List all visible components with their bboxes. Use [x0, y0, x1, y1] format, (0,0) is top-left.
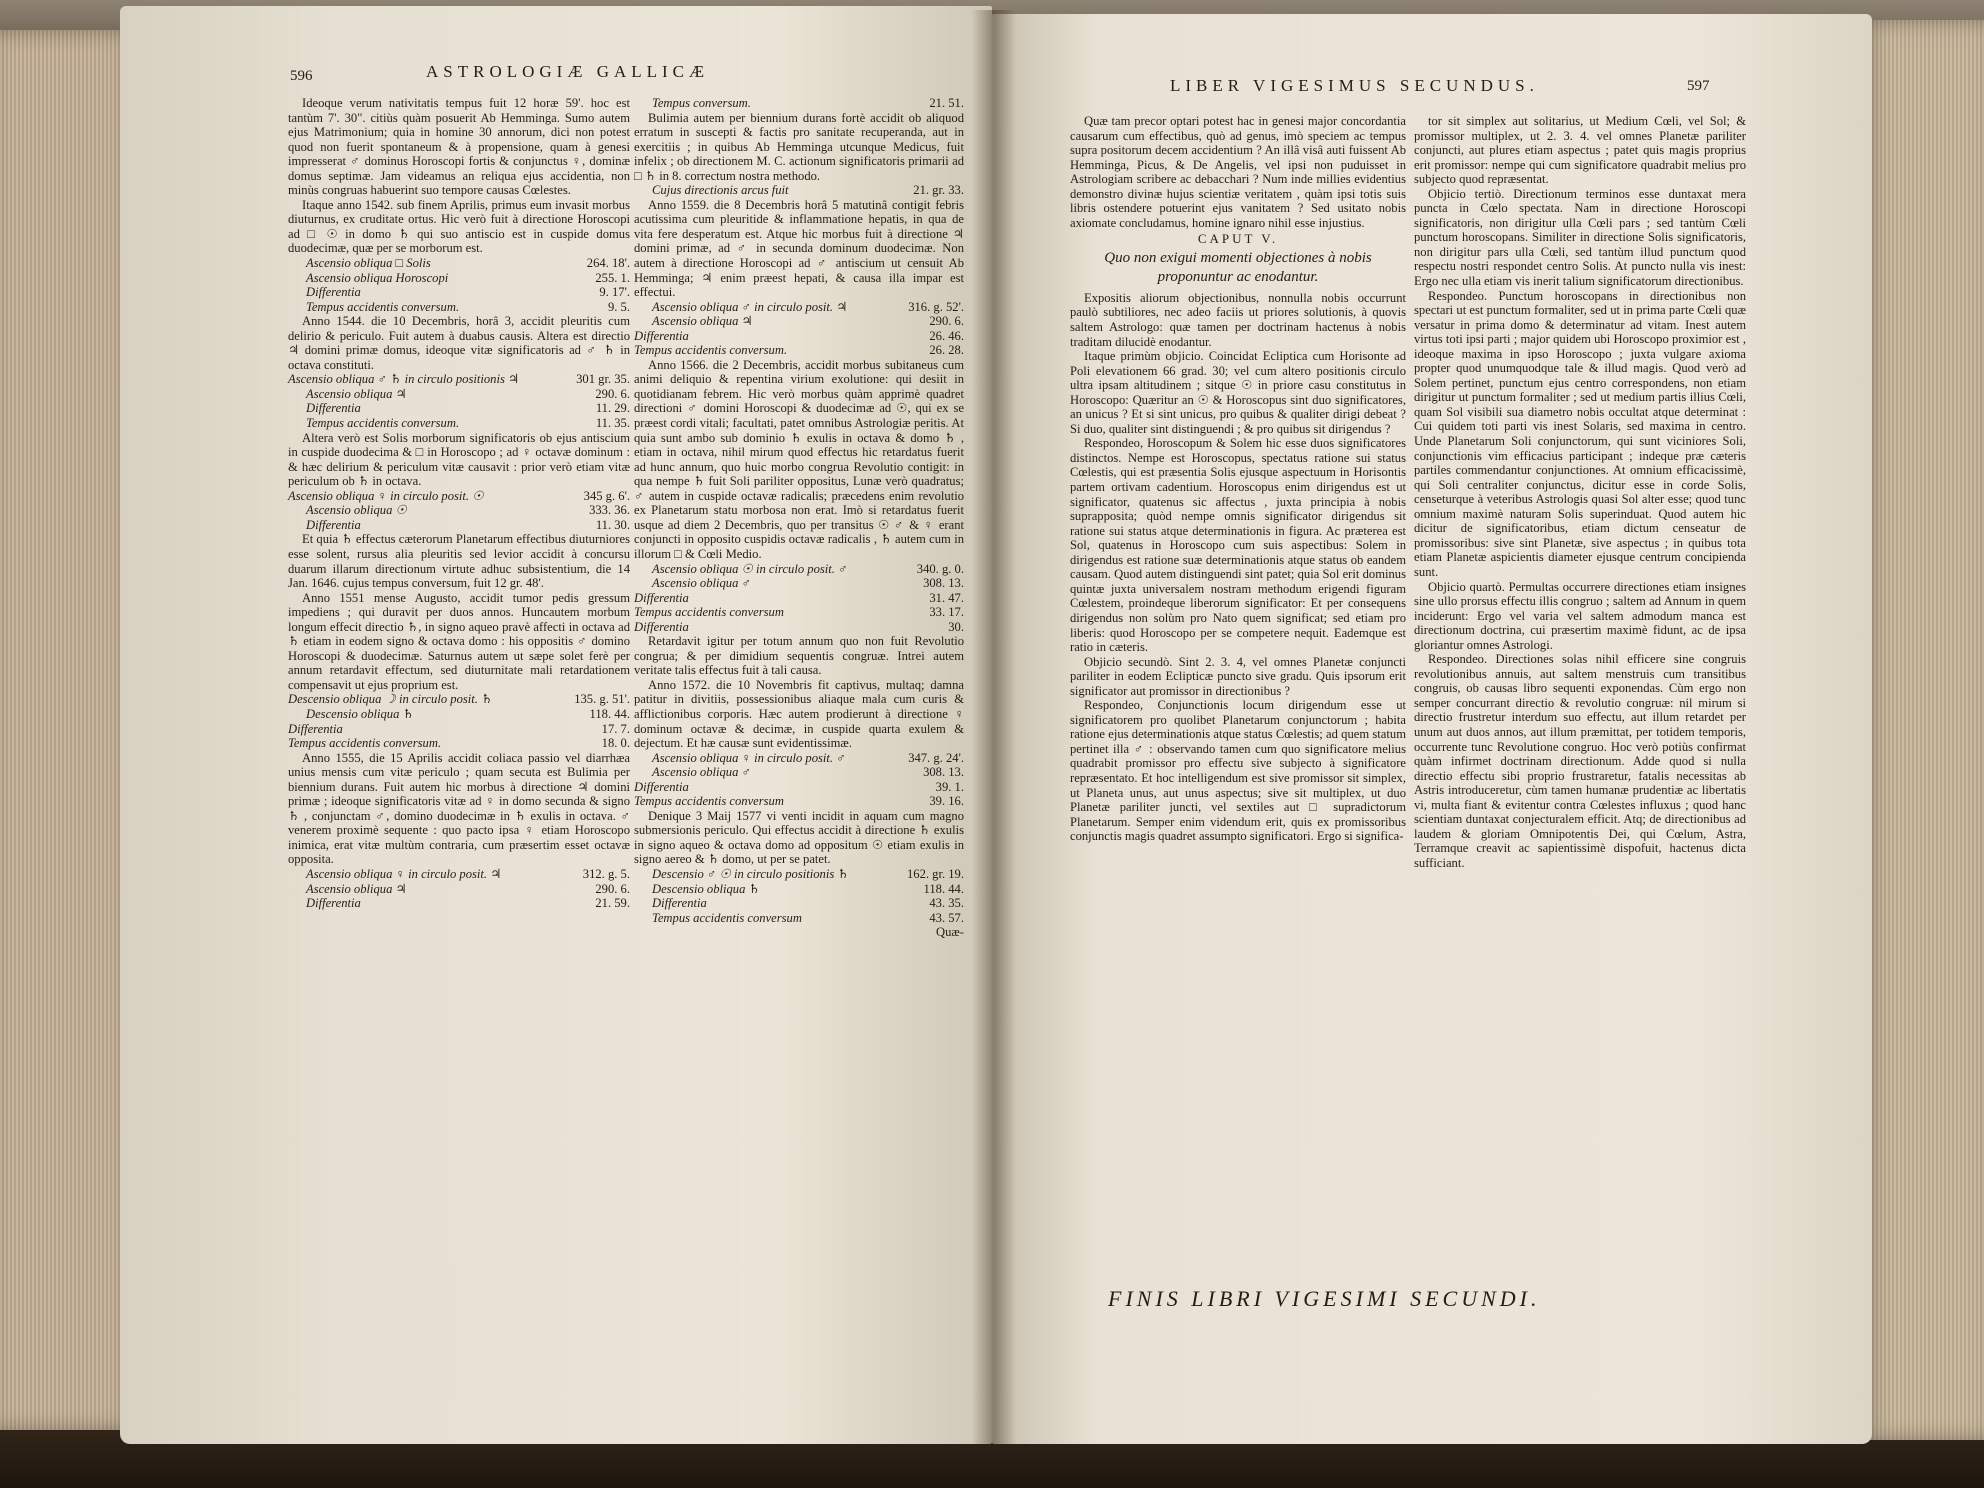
table-label: Ascensio obliqua ☉ — [306, 503, 407, 518]
table-row — [288, 692, 630, 707]
table-value: 255. 1. — [595, 270, 630, 285]
running-head-right: LIBER VIGESIMUS SECUNDUS. — [1170, 76, 1539, 95]
table-value: 264. 18'. — [586, 256, 630, 271]
table-value: 333. 36. — [589, 503, 630, 518]
table-label: Differentia — [306, 896, 361, 911]
table-row — [288, 489, 630, 504]
table-value: 18. 0. — [601, 736, 630, 751]
table-value: 21. 51. — [929, 96, 964, 110]
paragraph: Itaque anno 1542. sub finem Aprilis, primus eum invasit morbus diuturnus, ex cruditate ortus. Hic verò fuit à directione Horoscopi ad □ ☉ in domo ♄ qui suo antiscio est in cuspide domus duodecimæ, quæ per se morborum est. — [288, 197, 630, 256]
table-row — [288, 882, 630, 897]
table-value: 26. 46. — [929, 328, 964, 343]
table-value: 21. 59. — [595, 896, 630, 911]
table-value: 340. g. 0. — [916, 561, 964, 576]
table-value: 308. 13. — [923, 765, 964, 780]
table-label: Differentia — [634, 779, 689, 794]
paragraph: Anno 1555, die 15 Aprilis accidit coliaca passio vel diarrhæa unius mensis cum vitæ periculo ; quam secuta est Bulimia per biennium durans. Fuit autem hic morbus à directione ♃ domini primæ ; ideoque significatoris vitæ ad ♀ in domo secunda & signo ♄ , conjunctam ♂, domino duodecimæ in ♄ exulis in octava. ♂ venerem proximè sequente : quo pacto ipsa ♀ etiam Horoscopo inimica, erat vitæ multùm contraria, cum præsertim esset octavæ opposita. — [288, 750, 630, 867]
paragraph: Bulimia autem per biennium durans fortè accidit ob aliquod erratum in suscepti & factis pro sanitate recuperanda, aut in exercitiis ; in quibus Ab Hemminga utcunque Medicus, fuit infelix ; ob directionem M. C. actionum significatoris primarii ad □ ♄ in 8. correctum nostra methodo. — [634, 110, 964, 183]
table-label: Ascensio obliqua Horoscopi — [306, 270, 449, 285]
table-row — [634, 794, 964, 809]
table-label: Tempus accidentis conversum. — [306, 299, 460, 314]
book-edge-right — [1860, 20, 1984, 1440]
chapter-subtitle: Quo non exigui momenti objectiones à nobis proponuntur ac enodantur. — [1104, 249, 1372, 285]
table-row — [634, 314, 964, 329]
table-row — [634, 620, 964, 635]
table-label: Tempus accidentis conversum — [634, 605, 784, 620]
table-label: Ascensio obliqua □ Solis — [306, 256, 431, 271]
paragraph: Anno 1544. die 10 Decembris, horâ 3, accidit pleuritis cum delirio & periculo. Fuit autem à duabus causis. Altera est directio ♃ domini primæ domus, ideoque vitæ significatoris ad ♂ ♄ in octava constituti. — [288, 314, 630, 372]
table-row — [634, 780, 964, 795]
paragraph: Objicio secundò. Sint 2. 3. 4, vel omnes Planetæ conjuncti pariliter in eodem Eclipticæ puncto sive gradu. Quis ipsorum erit significator aut promissor in directionibus ? — [1070, 654, 1406, 698]
table-label: Ascensio obliqua ☉ in circulo posit. ♂ — [652, 561, 848, 576]
table-row — [288, 285, 630, 300]
table-row — [634, 925, 964, 940]
table-row — [288, 503, 630, 518]
table-label: Descensio ♂ ☉ in circulo positionis ♄ — [652, 866, 849, 881]
right-page — [992, 14, 1872, 1444]
table-value: 290. 6. — [595, 881, 630, 896]
table-label: Differentia — [634, 590, 689, 605]
table-row — [634, 576, 964, 591]
table-value: 347. g. 24'. — [908, 750, 964, 765]
table-value: 33. 17. — [929, 605, 964, 620]
table-value: 345 g. 6'. — [583, 488, 630, 503]
table-value: 31. 47. — [929, 590, 964, 605]
paragraph: Objicio quartò. Permultas occurrere directiones etiam insignes sine ullo prorsus effectu illis congruo ; saltem ad Annum in quem inciderunt: Ergo vel varia vel saltem admodum manca est directionum doctrina, cui præsertim maximè fidunt, ac de ipsa gloriantur omnes Astrologi. — [1414, 579, 1746, 652]
table-value: 316. g. 52'. — [908, 299, 964, 314]
table-label: Ascensio obliqua ♂ in circulo posit. ♃ — [652, 299, 848, 314]
paragraph: Altera verò est Solis morborum significatoris ob ejus antiscium in cuspide duodecima & □ in Horoscopo ; ad ♀ octavæ dominum : & hæc delirium & periculum vitæ causavit : prior verò etiam vitæ periculum ob ♄ in octava. — [288, 430, 630, 489]
right-page-column-2 — [1414, 114, 1746, 870]
paragraph: tor sit simplex aut solitarius, ut Medium Cœli, vel Sol; & promissor multiplex, ut 2. 3. 4. vel omnes Planetæ pariliter conjuncti, aut plures etiam aspectus ; patet quis magis proprius erit promissor: nempe qui cum significatore quadrabit melius pro subjecto quod repræsentat. — [1414, 114, 1746, 187]
table-label: Differentia — [634, 619, 689, 634]
table-label: Ascensio obliqua ♂ — [652, 765, 751, 780]
table-row — [288, 722, 630, 737]
paragraph: Ideoque verum nativitatis tempus fuit 12 horæ 59'. hoc est tantùm 7'. 30". citiùs quàm posuerit Ab Hemminga. Sumo autem ejus Matrimonium; quia in homine 30 annorum, dici non potest quod non fuerit spontaneum & à propensione, quam à genesi impresserat ♂ dominus Horoscopi fortis & conjunctus ♀, dominæ domus septimæ. Jam videamus an reliqua ejus accidentia, non minùs congruas habuerint suo tempore causas Cœlestes. — [288, 96, 630, 198]
table-label: Ascensio obliqua ♀ in circulo posit. ♃ — [306, 866, 502, 881]
table-label: Descensio obliqua ♄ — [306, 706, 414, 721]
table-value: 162. gr. 19. — [906, 866, 964, 881]
table-row — [634, 96, 964, 111]
table-value: 9. 17'. — [599, 285, 630, 300]
table-value: 43. 57. — [929, 910, 964, 925]
table-value: 39. 1. — [935, 779, 964, 794]
table-row — [634, 562, 964, 577]
table-label: Differentia — [652, 896, 707, 911]
table-label: Differentia — [634, 328, 689, 343]
paragraph: Anno 1566. die 2 Decembris, accidit morbus subitaneus cum animi deliquio & repentina virium exolutione: qui desiit in quotidianam febrem. Hic verò morbus quàm apprimè quadret directioni ♂ domini Horoscopi & duodecimæ ad ☉, qui ex se præest cordi vitali; facultati, patet omnibus Astrologiæ peritis. At quia sunt ambo sub dominio ♄ exulis in octava & domo ♄ , etiam in octava, nihil mirum quod effectus hic retardatus fuerit ad hunc annum, quo huic morbo congrua Revolutio contigit: in qua nempe ♄ fuit Soli pariliter oppositus, Lunæ verò quadratus; ♂ autem in cuspide octavæ radicalis; præcedens enim revolutio ex Planetarum statu morbosa non erat. Imò si retardatus fuerit usque ad diem 2 Decembris, quo per transitus ☉ ♂ & ♀ erant conjuncti in opposito cuspidis octavæ radicalis , ♄ autem cum in illorum □ & Cœli Medio. — [634, 357, 964, 561]
table-label: Tempus accidentis conversum. — [306, 416, 460, 431]
table-value: 17. 7. — [601, 721, 630, 736]
table-row — [288, 416, 630, 431]
paragraph: Objicio tertiò. Directionum terminos esse duntaxat mera puncta in Cœlo spectata. Nam in directione Horoscopi significatoris, non dirigitur ulla Cœli pars ; sed tantùm Cœli punctum horoscopans. Similiter in directione Solis significatoris, non dirigitur pars ulla Cœli, sed tantùm illud punctum quod respectu nostri respondet centro Solis. At puncto nulla vis inest: Ergo nec ulla etiam vis inerit talium significatorum directionibus. — [1414, 186, 1746, 289]
table-value: 21. gr. 33. — [913, 183, 964, 198]
table-row — [634, 605, 964, 620]
table-row — [288, 300, 630, 315]
paragraph: Anno 1559. die 8 Decembris horâ 5 matutinâ contigit febris acutissima cum pleuritide & inflammatione hepatis, in qua de vita fere desperatum est. Atque hic morbus fuit à directione ♃ domini primæ, ad ♂ in secunda dominum duodecimæ. Non autem à directione Horoscopi ad ♂ antiscium ut censuit Ab Hemminga; ♃ enim præest hepati, & causa illa impar est effectui. — [634, 197, 964, 300]
table-value: 9. 5. — [607, 299, 630, 314]
table-row — [288, 256, 630, 271]
table-row — [288, 518, 630, 533]
table-value: 39. 16. — [929, 794, 964, 809]
left-page-column-2 — [634, 96, 964, 940]
table-value: 11. 29. — [595, 401, 630, 416]
paragraph: Anno 1572. die 10 Novembris fit captivus, multaq; damna patitur in divitiis, possessionibus aliaque mala cum curis & afflictionibus corporis. Hæc autem prodierunt à directione ♀ dominum octavæ & decimæ, in cuspide quarta exulem & dejectum. Et hæ causæ sunt evidentissimæ. — [634, 677, 964, 751]
table-value: 30. — [948, 619, 964, 634]
book-edge-left — [0, 30, 140, 1430]
table-row — [288, 271, 630, 286]
table-row — [288, 372, 630, 387]
chapter-heading: CAPUT V. — [1197, 231, 1279, 247]
table-row — [288, 867, 630, 882]
table-row — [634, 329, 964, 344]
paragraph: Itaque primùm objicio. Coincidat Ecliptica cum Horisonte ad Poli elevationem 66 grad. 30; vel cum altero positionis circulo ultra ipsam altitudinem ; sitque ☉ in priore casu constitutus in Horoscopo: Quæritur an ☉ & Horoscopus sint duo significatores, an unicus ? Et si sint unicus, pro quibus & qualiter dirigi debeat ? Si duo, qualiter sint distinguendi ; & pro quibus sit dirigendus ? — [1070, 349, 1406, 436]
paragraph: Respondeo. Punctum horoscopans in directionibus non spectari ut est punctum formaliter, sed ut in prima parte Cœli quæ versatur in prima domo & determinatur ad vitam. Inest autem virtus toti ipsi parti ; major quidem ubi Horoscopo proximior est , ideoque maxima in ipso Horoscopo ; juxta vulgare axioma propter quod unumquodque tale & illud magis. Quod verò ad Solem pertinet, punctum ejus centro correspondens, non etiam dirigitur ut punctum formaliter ; sed ut medium partis illius Cœli, quam Sol visibili sua diametro nobis occultat atque determinat : Cui quidem toti parti vis inest Solaris, sed maxima in centro. Unde Planetarum Soli conjunctorum, qui sunt viciniores Soli, conjunctionis vim efficacius participant ; indeque præ cæteris partiles commendantur conjunctiones. At omnium efficacissimè, qui Soli centraliter conjunctus, dicitur esse in corde Solis, censeturque à veteribus Astrologis quasi Sol alter esse; quod tunc omnium maximè naturam Solis superinduat. Quod autem hic dicitur de significatoribus, etiam dictum censeatur de promissoribus: sive sint Planetæ, sive aspectus ; in quibus tota etiam Planetæ aspicientis diameter ejusque centrum concipienda sunt. — [1414, 288, 1746, 579]
paragraph: Et quia ♄ effectus cæterorum Planetarum effectibus diuturniores esse solent, rursus alia pleuritis sed levior accidit à concursu duarum illarum directionum virtute adhuc subsistentium, die 14 Jan. 1646. cujus tempus conversum, fuit 12 gr. 48'. — [288, 532, 630, 591]
table-value: Quæ- — [936, 925, 964, 940]
table-label: Differentia — [306, 285, 361, 300]
table-label: Ascensio obliqua ♃ — [652, 314, 753, 329]
table-label: Differentia — [306, 401, 361, 416]
table-label: Tempus accidentis conversum — [634, 794, 784, 809]
paragraph: Respondeo, Horoscopum & Solem hic esse duos significatores distinctos. Nempe est Horoscopus, spectatus ratione sui status Cœlestis, qui est præsentia Solis ejusque aspectuum in Horisontis partem ortivam cadentium. Horoscopus enim dirigendus est ut significator, quatenus sic affectus , juxta principia à nobis suprapposita; quòd nempe omnis significator dirigendus sit ratione sui status atque determinationis in figura. Ac præterea est Sol, quatenus in Horoscopo cum suis aspectibus: Solem in dirigendus est ratione suæ determinationis atque status ob eandem causam. Quod autem distinguendi sint patet; quia Sol erit dominus quintæ juxta universalem nostram methodum erigendi figuram Cœlestem, proindeque liberorum significator: Et per consequens dirigendus non solùm pro Nato quem significat; sed etiam pro liberis: quod Horoscopo per se competere nequit. Eademque est ratio in cæteris. — [1070, 436, 1406, 655]
right-page-column-1 — [1070, 114, 1406, 844]
table-label: Ascensio obliqua ♃ — [306, 386, 407, 401]
table-value: 118. 44. — [923, 881, 964, 896]
table-row — [288, 896, 630, 911]
table-label: Differentia — [288, 721, 343, 736]
table-row — [634, 882, 964, 897]
table-row — [634, 911, 964, 926]
table-row — [634, 300, 964, 315]
paragraph: Anno 1551 mense Augusto, accidit tumor pedis gressum impediens ; qui duravit per duos annos. Huncautem morbum longum effecit directio ♄, in signo aqueo pravè affecti in octava ad ♄ etiam in eodem signo & octava domo : his oppositis ♂ domino Horoscopi & duodecimæ. Saturnus autem ut sæpe solet ferè per annum retardavit effectum, sed diuturnitate mali retardationem compensavit ut ejus proprium est. — [288, 590, 630, 692]
book-gutter — [972, 10, 1016, 1444]
table-row — [634, 867, 964, 882]
table-label: Ascensio obliqua ♂ — [652, 576, 751, 591]
table-value: 301 gr. 35. — [576, 372, 630, 387]
paragraph: Quæ tam precor optari potest hac in genesi major concordantia causarum cum effectibus, quò ad genus, imò speciem ac tempus supra positorum decem accidentium ? An illâ visâ auti fuissent Ab Hemminga, Picus, & De Angelis, vel ipsi non puduisset in Astrologiam scribere ac debacchari ? Num inde millies evidentius demonstro divinæ hujus scientiæ veritatem , quàm ipsi totis suis libris ostendere potuerint ejus vanitatem ? Sed usitato nobis axiomate concludamus, homine ignaro nihil esse injustius. — [1070, 114, 1406, 230]
table-label: Differentia — [306, 517, 361, 532]
running-head-left: ASTROLOGIÆ GALLICÆ — [426, 62, 710, 81]
table-label: Cujus directionis arcus fuit — [652, 183, 789, 198]
table-row — [288, 387, 630, 402]
paragraph: Expositis aliorum objectionibus, nonnulla nobis occurrunt paulò subtiliores, nec adeo faciis ut priores solutionis, à quovis saltem Astrologo: quæ tamen per doctrinam hactenus à nobis traditam dilucidè enodantur. — [1070, 290, 1406, 349]
table-label: Tempus accidentis conversum — [652, 910, 802, 925]
table-row — [634, 183, 964, 198]
table-row — [634, 765, 964, 780]
table-row — [288, 736, 630, 751]
table-label: Tempus conversum. — [652, 96, 751, 110]
table-row — [634, 751, 964, 766]
table-label: Descensio obliqua ♄ — [652, 881, 760, 896]
table-row — [288, 401, 630, 416]
table-value: 118. 44. — [589, 706, 630, 721]
table-value: 308. 13. — [923, 576, 964, 591]
table-label: Ascensio obliqua ♃ — [306, 881, 407, 896]
finis-line: FINIS LIBRI VIGESIMI SECUNDI. — [1108, 1286, 1541, 1311]
paragraph: Denique 3 Maij 1577 vi venti incidit in aquam cum magno submersionis periculo. Qui effectus accidit à directione ♄ exulis in signo aqueo & octava domo ad oppositum ☉ etiam exulis in signo aereo & ♄ domo, ut per se patet. — [634, 808, 964, 867]
table-value: 135. g. 51'. — [574, 692, 630, 707]
table-row — [288, 707, 630, 722]
paragraph: Retardavit igitur per totum annum quo non fuit Revolutio congrua; & per dimidium sequentis congruæ. Intrei autem veritate talis effectus fuit à tali causa. — [634, 634, 964, 678]
table-value: 11. 35. — [595, 416, 630, 431]
table-label: Tempus accidentis conversum. — [288, 736, 442, 751]
left-page-column-1 — [288, 96, 630, 911]
table-value: 290. 6. — [929, 314, 964, 329]
table-value: 26. 28. — [929, 343, 964, 358]
table-label: Tempus accidentis conversum. — [634, 343, 788, 358]
table-value: 290. 6. — [595, 386, 630, 401]
table-label: Descensio obliqua ☽ in circulo posit. ♄ — [288, 692, 493, 707]
table-value: 11. 30. — [595, 517, 630, 532]
table-row — [634, 343, 964, 358]
page-number-left: 596 — [290, 68, 313, 84]
table-row — [634, 591, 964, 606]
page-number-right: 597 — [1687, 78, 1710, 94]
paragraph: Respondeo, Conjunctionis locum dirigendum esse ut significatorem pro quolibet Planetarum conjunctorum ; habita ratione ejus determinationis atque status Cœlestis; ad quem statum pertinet illa ♂ : observando tamen cum quo significatore melius quadrabit promissor pro effectu sive subjecto à significatore repræsentato. Et hoc intelligendum est sive promissor sit simplex, ut Planeta unus, aut unus aspectus; sive sit multiplex, ut duo Planetæ pariliter juncti, vel sextiles aut □ supradictorum Planetarum. Semper enim videndum erit, quis ex promissoribus conjunctis magis quadret assumpto significatori. Ergo si significa- — [1070, 698, 1406, 844]
table-row — [634, 896, 964, 911]
table-value: 312. g. 5. — [582, 866, 630, 881]
left-page — [120, 6, 992, 1444]
table-value: 43. 35. — [929, 896, 964, 911]
paragraph: Respondeo. Directiones solas nihil efficere sine congruis revolutionibus annuis, aut saltem menstruis cum transitibus congruis, ob causas libro sequenti exponendas. Cùm ergo non semper concurrant directio & revolutio congruæ: nil mirum si directio frustretur interdum suo effectu, aut illum retardet per unum aut duos annos, aut illum præmittat, per totidem temporis, occurrente tunc Revolutione congruo. Hoc verò potiùs confirmat quàm infirmet doctrinam directionum. Adde quod si nulla directio effectu sibi proprio frustraretur, fatalis necessitas ab Astris introduceretur, cùm tamen humanæ prudentiæ ac libertatis vi, multa fiant & evitentur contra Cœlestes influxus ; quod hanc scientiam duntaxat conjecturalem efficit. Atq; de directionibus ad laudem & gloriam Omnipotentis Dei, qui Cœlum, Astra, Terramque creavit ac sapientissimè dispofuit, hactenus dicta sufficiant. — [1414, 652, 1746, 870]
table-label: Ascensio obliqua ♀ in circulo posit. ♂ — [652, 750, 846, 765]
table-label: Ascensio obliqua ♂ ♄ in circulo positionis ♃ — [288, 372, 520, 387]
table-label: Ascensio obliqua ♀ in circulo posit. ☉ — [288, 488, 484, 503]
